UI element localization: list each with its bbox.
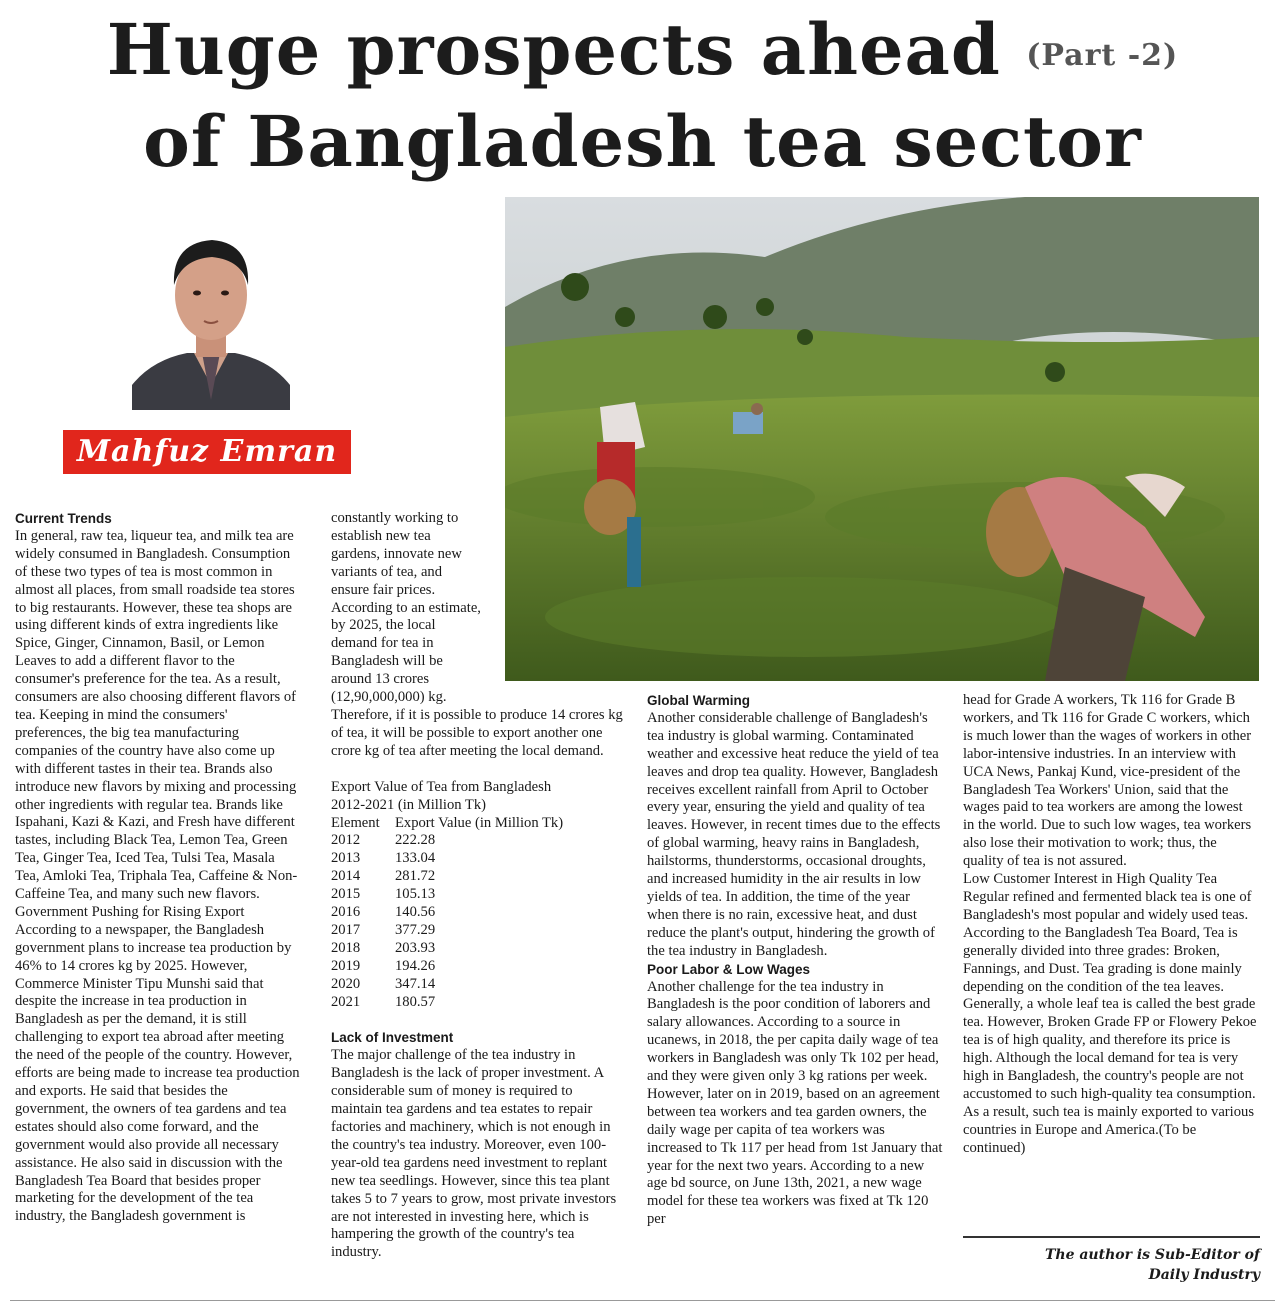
table-row: [331, 904, 627, 922]
heading-lack-of-investment: Lack of Investment: [331, 1030, 454, 1046]
export-value-table: [331, 779, 627, 1012]
table-header-cell: Export Value (in Million Tk): [395, 814, 564, 831]
table-row: [331, 868, 627, 886]
table-cell: 2014: [331, 868, 361, 885]
table-cell: 2021: [331, 993, 361, 1010]
table-cell: 140.56: [395, 904, 436, 921]
table-row: [331, 994, 627, 1012]
author-name-banner: Mahfuz Emran: [63, 430, 351, 474]
table-cell: 180.57: [395, 993, 436, 1010]
paragraph: The major challenge of the tea industry in Bangladesh is the lack of proper investment. A considerable sum of money is required to maintain tea gardens and tea estates to repair factories and machinery, which is not enough in the country's tea industry. Moreover, even 100-year-old tea gardens need investment to replant new tea seedlings. However, since this tea plant takes 5 to 7 years to grow, most private investors are not interested in investing here, which is hampering the growth of the country's tea industry.: [331, 1047, 617, 1261]
table-cell: 2019: [331, 957, 361, 974]
table-cell: 2013: [331, 850, 361, 867]
headline-part-label: (Part -2): [1026, 38, 1179, 73]
paragraph: Another challenge for the tea industry in Bangladesh is the poor condition of laborers and salary allowances. According to a source in ucanews, in 2018, the per capita daily wage of tea workers in Bangladesh was only Tk 102 per head, and they were given only 3 kg rations per week. However, later on in 2019, based on an agreement between tea workers and tea garden owners, the daily wage per capita of tea workers was increased to Tk 117 per head from 1st January that year for the next two years. According to a new age bd source, on June 13th, 2021, a new wage model for these tea workers was fixed at Tk 120 per: [647, 978, 943, 1228]
table-cell: 105.13: [395, 886, 436, 903]
column-1: [15, 510, 302, 1226]
table-cell: 2015: [331, 886, 361, 903]
table-cell: 377.29: [395, 921, 436, 938]
column-4: [963, 692, 1257, 1158]
author-note-line: The author is Sub-Editor of: [1044, 1247, 1260, 1263]
paragraph: Regular refined and fermented black tea is one of Bangladesh's most popular and widely used teas. According to the Bangladesh Tea Board, Tea is generally divided into three grades: Broken, Fannings, and Dust. Tea grading is done mainly depending on the condition of the tea leaves. Generally, a whole leaf tea is called the best grade tea. However, Broken Grade FP or Flowery Pekoe tea is of high quality, and therefore its price is high. Although the local demand for tea is very high in Bangladesh, the country's people are not accustomed to such high-quality tea consumption. As a result, such tea is mainly exported to various countries in Europe and America.(To be continued): [963, 888, 1257, 1156]
paragraph: head for Grade A workers, Tk 116 for Grade B workers, and Tk 116 for Grade C workers, which is much lower than the wages of workers in other labor-intensive industries. In an interview with UCA News, Pankaj Kund, vice-president of the Bangladesh Tea Workers' Union, said that the wages paid to tea workers are among the lowest in the world. Due to such low wages, tea workers also lose their motivation to work; thus, the quality of tea is not assured.: [963, 692, 1252, 870]
subheading-government-export: Government Pushing for Rising Export: [15, 903, 245, 920]
table-row: [331, 958, 627, 976]
table-cell: 347.14: [395, 975, 436, 992]
author-note-divider: [963, 1236, 1260, 1238]
headline-line-1: [0, 8, 1285, 98]
column-3: [647, 692, 943, 1229]
table-cell: 222.28: [395, 832, 436, 849]
table-cell: 133.04: [395, 850, 436, 867]
table-row: [331, 940, 627, 958]
column-2: [331, 510, 627, 1262]
table-row: [331, 832, 627, 850]
paragraph: According to a newspaper, the Bangladesh government plans to increase tea production by 46% to 14 crores kg by 2025. However, Commerce Minister Tipu Munshi said that despite the increase in tea production in Bangladesh as per the demand, it is still challenging to export tea abroad after meeting the need of the people of the country. However, efforts are being made to increase tea production and exports. He said that besides the government, the owners of tea gardens and tea estates should also come forward, and the government would also provide all necessary assistance. He also said in discussion with the Bangladesh Tea Board that besides proper marketing for the development of the tea industry, the Bangladesh government is: [15, 921, 300, 1225]
headline-main-1: Huge prospects ahead: [106, 8, 1001, 91]
table-cell: 203.93: [395, 939, 436, 956]
table-cell: 194.26: [395, 957, 436, 974]
author-note-line: Daily Industry: [1148, 1267, 1260, 1283]
page-bottom-rule: [10, 1300, 1275, 1301]
table-title: Export Value of Tea from Bangladesh: [331, 778, 552, 795]
heading-current-trends: Current Trends: [15, 511, 112, 526]
table-row: [331, 976, 627, 994]
paragraph: In general, raw tea, liqueur tea, and milk tea are widely consumed in Bangladesh. Consumption of these two types of tea is most common in almost all places, from small roadside tea stores to big restaurants. However, these tea shops are using different kinds of extra ingredients like Spice, Ginger, Cinnamon, Basil, or Lemon Leaves to add a different flavor to the consumer's preference for the tea. As a result, consumers are also choosing different flavors of tea. Keeping in mind the consumers' preferences, the big tea manufacturing companies of the country have also come up with different tastes in their tea. Brands also introduce new flavors by mixing and processing other ingredients with regular tea. Brands like Ispahani, Kazi & Kazi, and Fresh have different tastes, including Black Tea, Lemon Tea, Green Tea, Ginger Tea, Iced Tea, Tulsi Tea, Masala Tea, Amloki Tea, Triphala Tea, Caffeine & Non-Caffeine Tea, and many such new flavors.: [15, 527, 298, 903]
table-cell: 2017: [331, 921, 361, 938]
table-subtitle: 2012-2021 (in Million Tk): [331, 796, 486, 813]
paragraph: Therefore, if it is possible to produce 14 crores kg of tea, it will be possible to export another one crore kg of tea after meeting the local demand.: [331, 706, 623, 759]
table-header-cell: Element: [331, 814, 380, 831]
table-row: [331, 922, 627, 940]
author-portrait: [132, 225, 290, 410]
table-cell: 2012: [331, 832, 361, 849]
table-cell: 2018: [331, 939, 361, 956]
subheading-low-interest: Low Customer Interest in High Quality Tea: [963, 871, 1218, 888]
table-cell: 2020: [331, 975, 361, 992]
author-note: [980, 1245, 1260, 1285]
headline-line-2: of Bangladesh tea sector: [143, 100, 1142, 183]
paragraph: constantly working to establish new tea gardens, innovate new variants of tea, and ensure fair prices. According to an estimate, by 2025, the local demand for tea in Bangladesh will be around 13 crores (12,90,000,000) kg.: [331, 510, 481, 706]
table-header-row: [331, 815, 627, 833]
table-cell: 281.72: [395, 868, 436, 885]
heading-global-warming: Global Warming: [647, 693, 751, 708]
table-cell: 2016: [331, 904, 361, 921]
table-row: [331, 850, 627, 868]
table-row: [331, 886, 627, 904]
paragraph: Another considerable challenge of Bangladesh's tea industry is global warming. Contaminated weather and excessive heat reduce the yield of tea leaves and drop tea quality. However, Bangladesh receives excellent rainfall from April to October every year, ensuring the yield and quality of tea leaves. However, in recent times due to the effects of global warming, heavy rains in Bangladesh, hailstorms, thunderstorms, occasional droughts, and increased humidity in the air results in low yields of tea. In addition, the time of the year when there is no rain, excessive heat, and dust reduce the plant's output, hindering the growth of the tea industry in Bangladesh.: [647, 709, 941, 959]
heading-poor-labor: Poor Labor & Low Wages: [647, 961, 811, 977]
